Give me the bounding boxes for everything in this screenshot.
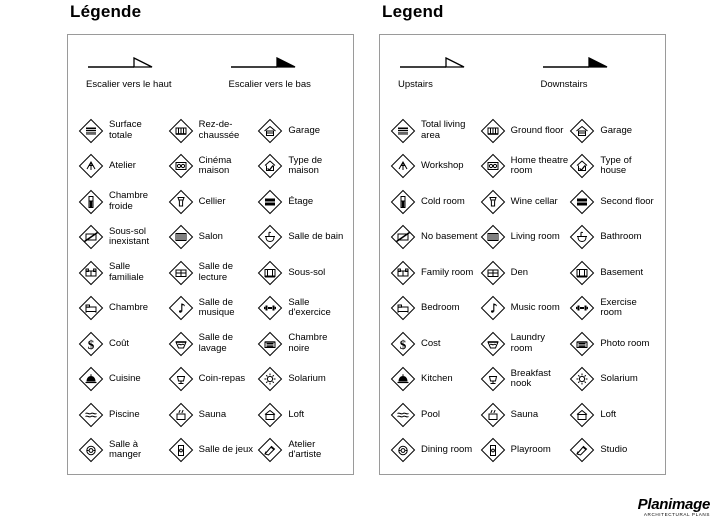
- legend-item: [569, 149, 659, 185]
- arrow-solid-down-right-icon: [229, 53, 354, 75]
- legend-item-label: Type de maison: [288, 154, 323, 177]
- legend-item-label: Wine cellar: [510, 195, 558, 207]
- legend-item: [569, 397, 659, 433]
- legend-item-label: Salle familiale: [109, 261, 144, 283]
- legend-item: [168, 149, 258, 185]
- legend-item: [569, 113, 659, 149]
- legend-item: [168, 184, 258, 220]
- studio-icon: [257, 437, 283, 463]
- legend-item-label: Den: [510, 266, 529, 278]
- legend-item-label: Salle de jeux: [198, 444, 254, 455]
- ground-floor-icon: [480, 118, 506, 144]
- loft-icon: [569, 402, 595, 428]
- legend-item-label: Coin-repas: [198, 373, 246, 384]
- legend-item: [257, 255, 347, 291]
- legend-item-label: Surface totale: [109, 119, 142, 141]
- den-icon: [168, 260, 194, 286]
- wine-cellar-icon: [480, 189, 506, 215]
- solarium-icon: [257, 366, 283, 392]
- legend-item-label: Chambre froide: [109, 190, 149, 212]
- legend-item-label: Salon: [198, 231, 223, 242]
- legend-item-label: Pool: [421, 408, 441, 420]
- sauna-icon: [480, 402, 506, 428]
- legend-item: [480, 184, 570, 220]
- legend-item: [569, 184, 659, 220]
- bedroom-icon: [78, 295, 104, 321]
- legend-item-label: Garage: [600, 124, 633, 136]
- legend-item-label: Music room: [510, 302, 560, 313]
- legend-item-label: Salle de lavage: [198, 332, 233, 354]
- legend-item-label: Bedroom: [421, 302, 460, 313]
- legend-item-label: Dining room: [421, 444, 473, 455]
- legend-item-label: Chambre noire: [288, 332, 328, 354]
- total-area-icon: [390, 118, 416, 144]
- workshop-icon: [78, 153, 104, 179]
- legend-grid-en: [380, 113, 665, 468]
- legend-item: [390, 362, 480, 398]
- total-area-icon: [78, 118, 104, 144]
- legend-item: [257, 113, 347, 149]
- stairs-row: [380, 35, 665, 90]
- legend-item: [168, 326, 258, 362]
- living-room-icon: [168, 224, 194, 250]
- legend-item: [78, 220, 168, 256]
- legend-item: [569, 255, 659, 291]
- photo-room-icon: [257, 331, 283, 357]
- legend-item: [480, 149, 570, 185]
- den-icon: [480, 260, 506, 286]
- legend-item: [569, 220, 659, 256]
- breakfast-nook-icon: [168, 366, 194, 392]
- legend-item-label: Living room: [510, 231, 560, 242]
- legend-item: [168, 433, 258, 469]
- dining-room-icon: [390, 437, 416, 463]
- legend-item-label: Breakfast nook: [510, 367, 551, 390]
- stair-up: [68, 53, 211, 90]
- home-theatre-icon: [168, 153, 194, 179]
- legend-item-label: Rez-de-chaussée: [198, 119, 240, 141]
- studio-icon: [569, 437, 595, 463]
- svg-text:$: $: [399, 336, 407, 352]
- bathroom-icon: [569, 224, 595, 250]
- legend-item: [480, 220, 570, 256]
- legend-item: [78, 433, 168, 469]
- legend-item-label: Cinéma maison: [198, 154, 232, 177]
- playroom-icon: [168, 437, 194, 463]
- dining-room-icon: [78, 437, 104, 463]
- living-room-icon: [480, 224, 506, 250]
- legend-item-label: Basement: [600, 266, 644, 278]
- stairs-row: [68, 35, 353, 90]
- legend-item: [78, 326, 168, 362]
- legend-item-label: Playroom: [510, 444, 551, 455]
- legend-panel-en: [379, 34, 666, 475]
- legend-item: [390, 255, 480, 291]
- no-basement-icon: [390, 224, 416, 250]
- stair-up-label: Escalier vers le haut: [86, 79, 172, 90]
- legend-item-label: Laundry room: [510, 332, 545, 354]
- legend-panel-fr: [67, 34, 354, 475]
- basement-icon: [569, 260, 595, 286]
- family-room-icon: [390, 260, 416, 286]
- legend-item-label: Loft: [288, 408, 305, 420]
- stair-down-label: Escalier vers le bas: [228, 79, 311, 90]
- garage-icon: [569, 118, 595, 144]
- legend-item-label: Salle à manger: [109, 438, 142, 461]
- no-basement-icon: [78, 224, 104, 250]
- legend-item: [480, 255, 570, 291]
- legend-item-label: Salle de lecture: [198, 261, 233, 283]
- arrow-outline-up-right-icon: [86, 53, 211, 75]
- legend-item: [257, 220, 347, 256]
- legend-item: [257, 184, 347, 220]
- legend-item-label: Kitchen: [421, 373, 453, 384]
- legend-item: [569, 291, 659, 327]
- legend-item-label: Atelier d'artiste: [288, 438, 322, 461]
- breakfast-nook-icon: [480, 366, 506, 392]
- legend-item-label: Cellier: [198, 195, 226, 207]
- legend-item: [390, 433, 480, 469]
- legend-item-label: Sauna: [510, 408, 539, 420]
- kitchen-icon: [78, 366, 104, 392]
- legend-item-label: Ground floor: [510, 124, 564, 136]
- legend-item: [480, 433, 570, 469]
- legend-item: [78, 113, 168, 149]
- legend-item-label: Sous-sol inexistant: [109, 225, 150, 248]
- legend-item-label: Loft: [600, 408, 617, 420]
- legend-grid-fr: [68, 113, 353, 468]
- legend-item: [390, 184, 480, 220]
- legend-item: [78, 362, 168, 398]
- legend-item: [257, 397, 347, 433]
- exercise-room-icon: [569, 295, 595, 321]
- legend-item: [569, 326, 659, 362]
- legend-item-label: Atelier: [109, 160, 136, 171]
- legend-item: [168, 255, 258, 291]
- family-room-icon: [78, 260, 104, 286]
- second-floor-icon: [569, 189, 595, 215]
- loft-icon: [257, 402, 283, 428]
- legend-item: [78, 291, 168, 327]
- svg-text:$: $: [87, 336, 95, 352]
- bedroom-icon: [390, 295, 416, 321]
- exercise-room-icon: [257, 295, 283, 321]
- legend-item-label: Salle de musique: [198, 296, 235, 319]
- sauna-icon: [168, 402, 194, 428]
- brand-name: Planimage: [637, 496, 710, 513]
- legend-item: [168, 397, 258, 433]
- legend-item: [257, 326, 347, 362]
- house-type-icon: [569, 153, 595, 179]
- pool-icon: [390, 402, 416, 428]
- legend-item: [569, 433, 659, 469]
- stair-down: [523, 53, 666, 90]
- arrow-outline-up-right-icon: [398, 53, 523, 75]
- legend-item: [480, 397, 570, 433]
- legend-item-label: Salle d'exercice: [288, 296, 331, 319]
- legend-item-label: Sous-sol: [288, 266, 326, 278]
- pool-icon: [78, 402, 104, 428]
- legend-item-label: Second floor: [600, 195, 654, 207]
- legend-item-label: Home theatre room: [510, 154, 569, 177]
- legend-item: [569, 362, 659, 398]
- stair-up-label: Upstairs: [398, 79, 433, 90]
- basement-icon: [257, 260, 283, 286]
- bathroom-icon: [257, 224, 283, 250]
- legend-item: [480, 291, 570, 327]
- legend-item-label: Cold room: [421, 195, 465, 207]
- legend-item: [257, 291, 347, 327]
- legend-item-label: Studio: [600, 444, 628, 455]
- house-type-icon: [257, 153, 283, 179]
- legend-item: [78, 397, 168, 433]
- garage-icon: [257, 118, 283, 144]
- legend-item: [78, 184, 168, 220]
- legend-item: [168, 220, 258, 256]
- cost-icon: [78, 331, 104, 357]
- legend-item: [257, 149, 347, 185]
- arrow-solid-down-right-icon: [541, 53, 666, 75]
- legend-item: [257, 433, 347, 469]
- legend-item: [390, 149, 480, 185]
- brand-tagline: ARCHITECTURAL PLANS: [643, 512, 710, 517]
- laundry-room-icon: [480, 331, 506, 357]
- legend-item: [480, 113, 570, 149]
- legend-item: [390, 113, 480, 149]
- ground-floor-icon: [168, 118, 194, 144]
- legend-item: [390, 291, 480, 327]
- legend-item: [78, 149, 168, 185]
- playroom-icon: [480, 437, 506, 463]
- stair-up: [380, 53, 523, 90]
- panel-title-en: Legend: [382, 2, 444, 21]
- legend-item-label: Salle de bain: [288, 231, 344, 242]
- panel-title-fr: Légende: [70, 2, 142, 21]
- legend-item-label: Solarium: [288, 373, 326, 384]
- legend-item: [390, 220, 480, 256]
- legend-item-label: Exercise room: [600, 296, 637, 319]
- legend-item-label: Type of house: [600, 154, 632, 177]
- second-floor-icon: [257, 189, 283, 215]
- legend-item-label: No basement: [421, 231, 478, 242]
- laundry-room-icon: [168, 331, 194, 357]
- kitchen-icon: [390, 366, 416, 392]
- legend-item-label: Photo room: [600, 337, 650, 349]
- music-room-icon: [480, 295, 506, 321]
- legend-item-label: Total living area: [421, 119, 466, 141]
- legend-item-label: Piscine: [109, 408, 140, 420]
- legend-item-label: Solarium: [600, 373, 638, 384]
- solarium-icon: [569, 366, 595, 392]
- music-room-icon: [168, 295, 194, 321]
- legend-item: [390, 326, 480, 362]
- legend-item: [480, 326, 570, 362]
- legend-item: [168, 291, 258, 327]
- legend-item: [257, 362, 347, 398]
- cost-icon: [390, 331, 416, 357]
- legend-item-label: Sauna: [198, 408, 227, 420]
- stair-down: [211, 53, 354, 90]
- legend-item-label: Cost: [421, 337, 441, 349]
- workshop-icon: [390, 153, 416, 179]
- legend-item-label: Bathroom: [600, 231, 642, 242]
- stair-down-label: Downstairs: [540, 79, 588, 90]
- legend-item: [78, 255, 168, 291]
- legend-item-label: Étage: [288, 195, 314, 207]
- legend-item: [168, 113, 258, 149]
- legend-item: [168, 362, 258, 398]
- cold-room-icon: [390, 189, 416, 215]
- legend-item-label: Workshop: [421, 160, 464, 171]
- brand-logo: [638, 496, 710, 517]
- legend-item-label: Coût: [109, 337, 130, 349]
- legend-item-label: Family room: [421, 266, 474, 278]
- photo-room-icon: [569, 331, 595, 357]
- home-theatre-icon: [480, 153, 506, 179]
- legend-item: [390, 397, 480, 433]
- wine-cellar-icon: [168, 189, 194, 215]
- legend-item: [480, 362, 570, 398]
- cold-room-icon: [78, 189, 104, 215]
- legend-item-label: Garage: [288, 124, 321, 136]
- legend-item-label: Cuisine: [109, 373, 141, 384]
- legend-item-label: Chambre: [109, 302, 149, 313]
